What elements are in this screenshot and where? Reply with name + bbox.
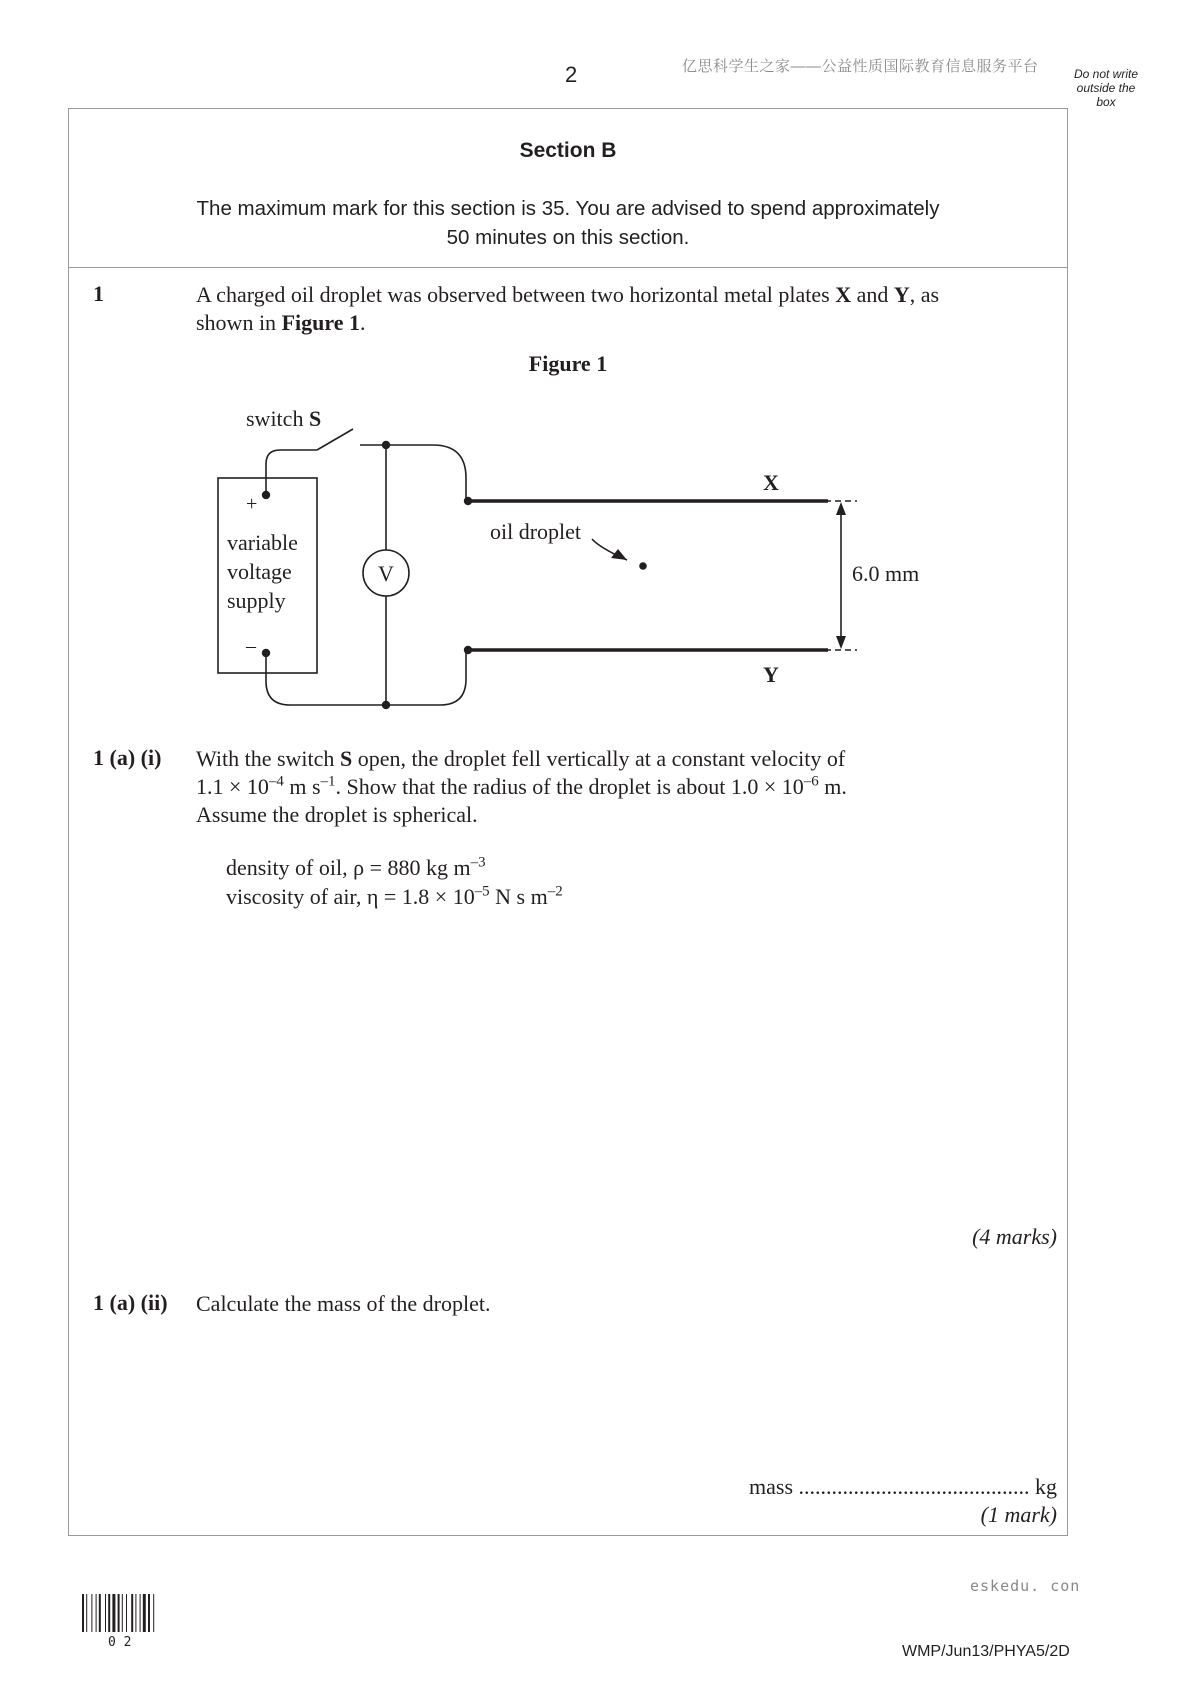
density-text: density of oil, ρ = 880 kg m xyxy=(226,855,471,880)
section-divider xyxy=(68,267,1068,268)
separation-label: 6.0 mm xyxy=(852,561,920,586)
viscosity-text: viscosity of air, η = 1.8 × 10 xyxy=(226,884,475,909)
plate-y-label: Y xyxy=(763,662,779,687)
barcode-bar xyxy=(148,1594,150,1632)
wire-bottom xyxy=(266,649,466,705)
wire-top-right xyxy=(360,445,466,502)
stem-text: shown in xyxy=(196,310,282,335)
instructions-line-1: The maximum mark for this section is 35. You are advised to spend approximately xyxy=(196,197,940,220)
stem-text: and xyxy=(851,282,894,307)
page-number: 2 xyxy=(565,62,578,87)
plate-y-ref: Y xyxy=(893,282,910,307)
barcode-digits: 0 2 xyxy=(108,1635,132,1650)
separation-arrowhead-top xyxy=(836,502,846,515)
terminal-positive xyxy=(262,491,270,499)
barcode-bar xyxy=(108,1594,110,1632)
barcode-bar xyxy=(122,1594,123,1632)
subquestion-text-1ai xyxy=(196,745,1026,829)
plate-y-terminal xyxy=(464,646,472,654)
question-stem xyxy=(196,281,1026,337)
voltmeter-label: V xyxy=(378,561,394,586)
q1ai-text: open, the droplet fell vertically at a constant velocity of xyxy=(352,746,846,771)
exponent: –5 xyxy=(474,883,490,900)
supply-label-1: variable xyxy=(227,530,298,555)
switch-label: switch S xyxy=(246,406,322,431)
switch-ref: S xyxy=(339,746,353,771)
barcode-bar xyxy=(82,1594,84,1632)
exponent: –2 xyxy=(547,883,563,900)
subquestion-number-1ai: 1 (a) (i) xyxy=(93,745,162,770)
instructions-line-2: 50 minutes on this section. xyxy=(446,226,690,249)
stem-text: , as xyxy=(909,282,940,307)
separation-arrowhead-bottom xyxy=(836,636,846,649)
junction-bottom xyxy=(382,701,390,709)
q1ai-line-2 xyxy=(196,773,1026,801)
density-line xyxy=(226,853,563,882)
q1ai-text: . Show that the radius of the droplet is about 1.0 × 10 xyxy=(335,774,804,799)
figure-title: Figure 1 xyxy=(528,351,608,376)
barcode-bar xyxy=(86,1594,87,1632)
page-code: WMP/Jun13/PHYA5/2D xyxy=(902,1643,1070,1660)
watermark-text: 亿思科学生之家——公益性质国际教育信息服务平台 xyxy=(682,58,1039,75)
stem-line-2 xyxy=(196,309,1026,337)
marks-label-1ai: (4 marks) xyxy=(972,1224,1057,1249)
droplet-arrowhead xyxy=(611,549,627,560)
subquestion-number-1aii: 1 (a) (ii) xyxy=(93,1290,168,1315)
barcode-bar xyxy=(96,1594,97,1632)
barcode-bar xyxy=(99,1594,101,1632)
site-watermark: eskedu. con xyxy=(970,1577,1081,1595)
barcode-bar xyxy=(143,1594,146,1632)
section-instructions xyxy=(150,194,986,252)
barcode-bar xyxy=(126,1594,127,1632)
plate-x-ref: X xyxy=(835,282,852,307)
q1ai-line-3: Assume the droplet is spherical. xyxy=(196,802,478,827)
switch-blade xyxy=(317,429,353,450)
q1ai-text: With the switch xyxy=(196,746,340,771)
plate-x-terminal xyxy=(464,497,472,505)
viscosity-text: N s m xyxy=(489,884,548,909)
barcode-bar xyxy=(112,1594,115,1632)
margin-note: Do not write outside the box xyxy=(1073,67,1139,109)
barcode-bar xyxy=(140,1594,141,1632)
barcode-bar xyxy=(118,1594,120,1632)
stem-text: A charged oil droplet was observed between two horizontal metal plates xyxy=(196,282,836,307)
barcode xyxy=(82,1594,182,1650)
stem-line-1 xyxy=(196,281,1026,309)
positive-sign: + xyxy=(246,493,258,515)
q1ai-text: m. xyxy=(818,774,847,799)
droplet-label: oil droplet xyxy=(490,519,582,544)
barcode-bar xyxy=(153,1594,154,1632)
marks-label-1aii: (1 mark) xyxy=(980,1502,1057,1527)
stem-text: . xyxy=(359,310,366,335)
q1ai-line-1 xyxy=(196,745,1026,773)
given-data xyxy=(226,853,563,911)
terminal-negative xyxy=(262,649,270,657)
subquestion-text-1aii: Calculate the mass of the droplet. xyxy=(196,1291,491,1316)
circuit-diagram xyxy=(200,398,920,718)
plate-x-label: X xyxy=(763,470,779,495)
question-number: 1 xyxy=(93,281,104,306)
wire-top-left xyxy=(266,450,317,495)
exponent: –6 xyxy=(803,773,819,790)
q1ai-text: m s xyxy=(283,774,321,799)
oil-droplet xyxy=(639,562,647,570)
q1ai-text: 1.1 × 10 xyxy=(196,774,269,799)
exponent: –4 xyxy=(268,773,284,790)
barcode-bar xyxy=(131,1594,133,1632)
junction-top xyxy=(382,441,390,449)
figure-ref: Figure 1 xyxy=(281,310,360,335)
exponent: –1 xyxy=(320,773,336,790)
viscosity-line xyxy=(226,882,563,911)
mass-answer-line[interactable]: mass .......................................... kg xyxy=(749,1474,1057,1499)
supply-label-3: supply xyxy=(227,588,286,613)
exponent: –3 xyxy=(470,854,486,871)
barcode-bar xyxy=(105,1594,106,1632)
barcode-bar xyxy=(135,1594,136,1632)
supply-label-2: voltage xyxy=(227,559,292,584)
negative-sign: – xyxy=(246,635,256,657)
section-title: Section B xyxy=(519,139,617,162)
barcode-bar xyxy=(91,1594,92,1632)
